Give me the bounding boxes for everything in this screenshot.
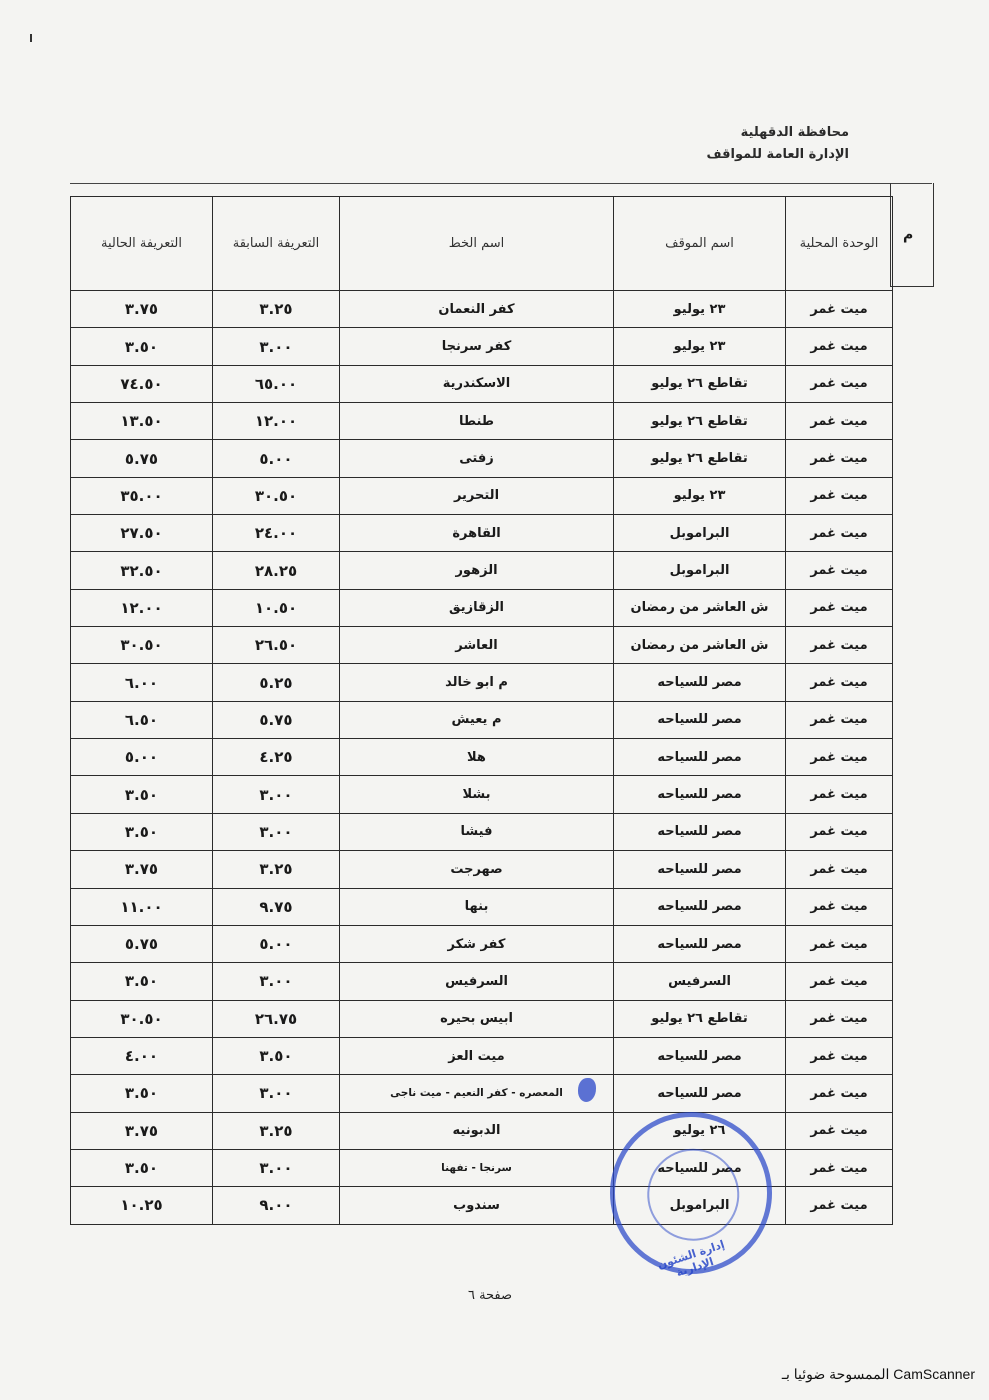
cell-unit: ميت غمر	[786, 440, 893, 477]
cell-prev-tariff: ٣.٠٠	[213, 1149, 340, 1186]
cell-line: كفر النعمان	[340, 291, 614, 328]
cell-station: تقاطع ٢٦ يوليو	[614, 1000, 786, 1037]
cell-current-tariff: ٢٧.٥٠	[71, 515, 213, 552]
cell-unit: ميت غمر	[786, 1000, 893, 1037]
cell-line: السرفيس	[340, 963, 614, 1000]
cell-unit: ميت غمر	[786, 403, 893, 440]
cell-prev-tariff: ١٢.٠٠	[213, 403, 340, 440]
cell-line: الدبونيه	[340, 1112, 614, 1149]
cell-station: البراموبل	[614, 515, 786, 552]
cell-line: سرنجا - تفهنا	[340, 1149, 614, 1186]
cell-unit: ميت غمر	[786, 776, 893, 813]
cell-current-tariff: ٣.٧٥	[71, 1112, 213, 1149]
document-header	[589, 122, 849, 166]
cell-station: البراموبل	[614, 552, 786, 589]
cell-station: مصر للسياحه	[614, 1149, 786, 1186]
cell-current-tariff: ٤.٠٠	[71, 1037, 213, 1074]
table-row	[71, 291, 893, 328]
cell-current-tariff: ٣.٥٠	[71, 1075, 213, 1112]
serial-column-header	[890, 183, 934, 287]
cell-prev-tariff: ٣.٢٥	[213, 851, 340, 888]
cell-line: التحرير	[340, 477, 614, 514]
cell-station: مصر للسياحه	[614, 776, 786, 813]
cell-line: المعصره - كفر النعيم - ميت ناجى	[340, 1075, 614, 1112]
cell-unit: ميت غمر	[786, 739, 893, 776]
cell-station: تقاطع ٢٦ يوليو	[614, 440, 786, 477]
cell-prev-tariff: ٥.٢٥	[213, 664, 340, 701]
cell-prev-tariff: ١٠.٥٠	[213, 589, 340, 626]
cell-line: ابيس بحيره	[340, 1000, 614, 1037]
cell-current-tariff: ٣.٥٠	[71, 1149, 213, 1186]
cell-unit: ميت غمر	[786, 888, 893, 925]
table-row	[71, 888, 893, 925]
cell-station: ش العاشر من رمضان	[614, 627, 786, 664]
cell-prev-tariff: ٦٥.٠٠	[213, 365, 340, 402]
cell-unit: ميت غمر	[786, 851, 893, 888]
table-row	[71, 1000, 893, 1037]
cell-line: زفتى	[340, 440, 614, 477]
table-row	[71, 1037, 893, 1074]
cell-unit: ميت غمر	[786, 813, 893, 850]
cell-unit: ميت غمر	[786, 328, 893, 365]
cell-prev-tariff: ٣.٠٠	[213, 776, 340, 813]
cell-prev-tariff: ٤.٢٥	[213, 739, 340, 776]
cell-station: مصر للسياحه	[614, 888, 786, 925]
table-body	[71, 291, 893, 1225]
table-row	[71, 925, 893, 962]
cell-current-tariff: ٥.٧٥	[71, 440, 213, 477]
cell-station: ٢٣ يوليو	[614, 328, 786, 365]
table-row	[71, 589, 893, 626]
cell-unit: ميت غمر	[786, 963, 893, 1000]
cell-prev-tariff: ٢٤.٠٠	[213, 515, 340, 552]
table-row	[71, 365, 893, 402]
cell-line: ميت العز	[340, 1037, 614, 1074]
cell-unit: ميت غمر	[786, 627, 893, 664]
cell-prev-tariff: ٣.٢٥	[213, 1112, 340, 1149]
col-line: اسم الخط	[340, 197, 614, 291]
cell-station: تقاطع ٢٦ يوليو	[614, 365, 786, 402]
cell-prev-tariff: ٣٠.٥٠	[213, 477, 340, 514]
cell-current-tariff: ١٢.٠٠	[71, 589, 213, 626]
page-number: صفحة ٦	[467, 1288, 513, 1303]
cell-unit: ميت غمر	[786, 701, 893, 738]
cell-current-tariff: ٣٢.٥٠	[71, 552, 213, 589]
cell-line: الاسكندرية	[340, 365, 614, 402]
cell-line: بنها	[340, 888, 614, 925]
table-row	[71, 328, 893, 365]
cell-line: كفر شكر	[340, 925, 614, 962]
cell-station: ٢٣ يوليو	[614, 291, 786, 328]
cell-station: مصر للسياحه	[614, 1037, 786, 1074]
col-current-tariff: التعريفة الحالية	[71, 197, 213, 291]
cell-station: ٢٦ يوليو	[614, 1112, 786, 1149]
cell-unit: ميت غمر	[786, 925, 893, 962]
cell-current-tariff: ٣٥.٠٠	[71, 477, 213, 514]
header-governorate: محافظة الدقهلية	[740, 125, 849, 140]
cell-current-tariff: ٣٠.٥٠	[71, 627, 213, 664]
cell-current-tariff: ٣.٥٠	[71, 813, 213, 850]
cell-station: مصر للسياحه	[614, 664, 786, 701]
cell-station: مصر للسياحه	[614, 1075, 786, 1112]
cell-current-tariff: ١٠.٢٥	[71, 1187, 213, 1224]
cell-current-tariff: ٧٤.٥٠	[71, 365, 213, 402]
table-row	[71, 701, 893, 738]
header-rule	[70, 183, 932, 184]
cell-prev-tariff: ٢٨.٢٥	[213, 552, 340, 589]
cell-unit: ميت غمر	[786, 1187, 893, 1224]
cell-current-tariff: ٣.٥٠	[71, 963, 213, 1000]
cell-current-tariff: ٦.٥٠	[71, 701, 213, 738]
cell-unit: ميت غمر	[786, 664, 893, 701]
table-row	[71, 1112, 893, 1149]
cell-prev-tariff: ٣.٥٠	[213, 1037, 340, 1074]
col-prev-tariff: التعريفة السابقة	[213, 197, 340, 291]
cell-station: ٢٣ يوليو	[614, 477, 786, 514]
cell-unit: ميت غمر	[786, 1149, 893, 1186]
cell-prev-tariff: ٣.٢٥	[213, 291, 340, 328]
cell-prev-tariff: ٣.٠٠	[213, 328, 340, 365]
cell-prev-tariff: ٣.٠٠	[213, 963, 340, 1000]
cell-unit: ميت غمر	[786, 1037, 893, 1074]
cell-prev-tariff: ٩.٠٠	[213, 1187, 340, 1224]
cell-unit: ميت غمر	[786, 589, 893, 626]
cell-current-tariff: ٣.٥٠	[71, 328, 213, 365]
cell-unit: ميت غمر	[786, 552, 893, 589]
cell-line: سندوب	[340, 1187, 614, 1224]
table-row	[71, 515, 893, 552]
cell-prev-tariff: ٥.٧٥	[213, 701, 340, 738]
table-row	[71, 739, 893, 776]
table-row	[71, 851, 893, 888]
cell-station: البراموبل	[614, 1187, 786, 1224]
cell-station: ش العاشر من رمضان	[614, 589, 786, 626]
cell-prev-tariff: ٣.٠٠	[213, 813, 340, 850]
cell-line: القاهرة	[340, 515, 614, 552]
cell-prev-tariff: ٢٦.٥٠	[213, 627, 340, 664]
cell-unit: ميت غمر	[786, 477, 893, 514]
cell-line: العاشر	[340, 627, 614, 664]
tariff-table	[70, 196, 893, 1225]
cell-line: صهرجت	[340, 851, 614, 888]
camscanner-watermark: الممسوحة ضوئيا بـ CamScanner	[781, 1366, 975, 1382]
table-row	[71, 1075, 893, 1112]
cell-current-tariff: ٥.٠٠	[71, 739, 213, 776]
cell-station: مصر للسياحه	[614, 739, 786, 776]
cell-current-tariff: ٣.٧٥	[71, 291, 213, 328]
cell-current-tariff: ٣.٧٥	[71, 851, 213, 888]
stamp-emblem	[641, 1143, 745, 1247]
cell-current-tariff: ٣٠.٥٠	[71, 1000, 213, 1037]
cell-unit: ميت غمر	[786, 1075, 893, 1112]
table-row	[71, 552, 893, 589]
cell-current-tariff: ١١.٠٠	[71, 888, 213, 925]
cell-prev-tariff: ٢٦.٧٥	[213, 1000, 340, 1037]
col-station: اسم الموقف	[614, 197, 786, 291]
stamp-text: إدارة الشئون الإدارية	[655, 1237, 727, 1280]
cell-line: كفر سرنجا	[340, 328, 614, 365]
table-row	[71, 403, 893, 440]
table-row	[71, 664, 893, 701]
cell-current-tariff: ٥.٧٥	[71, 925, 213, 962]
cell-prev-tariff: ٥.٠٠	[213, 440, 340, 477]
table-row	[71, 477, 893, 514]
scan-mark	[30, 34, 32, 42]
cell-line: فيشا	[340, 813, 614, 850]
cell-line: طنطا	[340, 403, 614, 440]
cell-line: هلا	[340, 739, 614, 776]
cell-prev-tariff: ٩.٧٥	[213, 888, 340, 925]
serial-column-label: م	[903, 227, 914, 243]
cell-station: مصر للسياحه	[614, 925, 786, 962]
table-header-row	[71, 197, 893, 291]
cell-line: بشلا	[340, 776, 614, 813]
table-row	[71, 627, 893, 664]
cell-station: السرفيس	[614, 963, 786, 1000]
cell-prev-tariff: ٥.٠٠	[213, 925, 340, 962]
cell-current-tariff: ٦.٠٠	[71, 664, 213, 701]
cell-unit: ميت غمر	[786, 1112, 893, 1149]
header-department: الإدارة العامة للمواقف	[706, 147, 849, 162]
cell-unit: ميت غمر	[786, 291, 893, 328]
table-row	[71, 776, 893, 813]
col-unit: الوحدة المحلية	[786, 197, 893, 291]
cell-unit: ميت غمر	[786, 515, 893, 552]
table-row	[71, 440, 893, 477]
cell-line: الزهور	[340, 552, 614, 589]
cell-line: م ابو خالد	[340, 664, 614, 701]
cell-station: مصر للسياحه	[614, 851, 786, 888]
cell-unit: ميت غمر	[786, 365, 893, 402]
cell-current-tariff: ٣.٥٠	[71, 776, 213, 813]
table-row	[71, 963, 893, 1000]
cell-line: الزقازيق	[340, 589, 614, 626]
table-row	[71, 813, 893, 850]
cell-station: مصر للسياحه	[614, 813, 786, 850]
cell-station: مصر للسياحه	[614, 701, 786, 738]
cell-station: تقاطع ٢٦ يوليو	[614, 403, 786, 440]
cell-current-tariff: ١٣.٥٠	[71, 403, 213, 440]
cell-line: م يعيش	[340, 701, 614, 738]
cell-prev-tariff: ٣.٠٠	[213, 1075, 340, 1112]
